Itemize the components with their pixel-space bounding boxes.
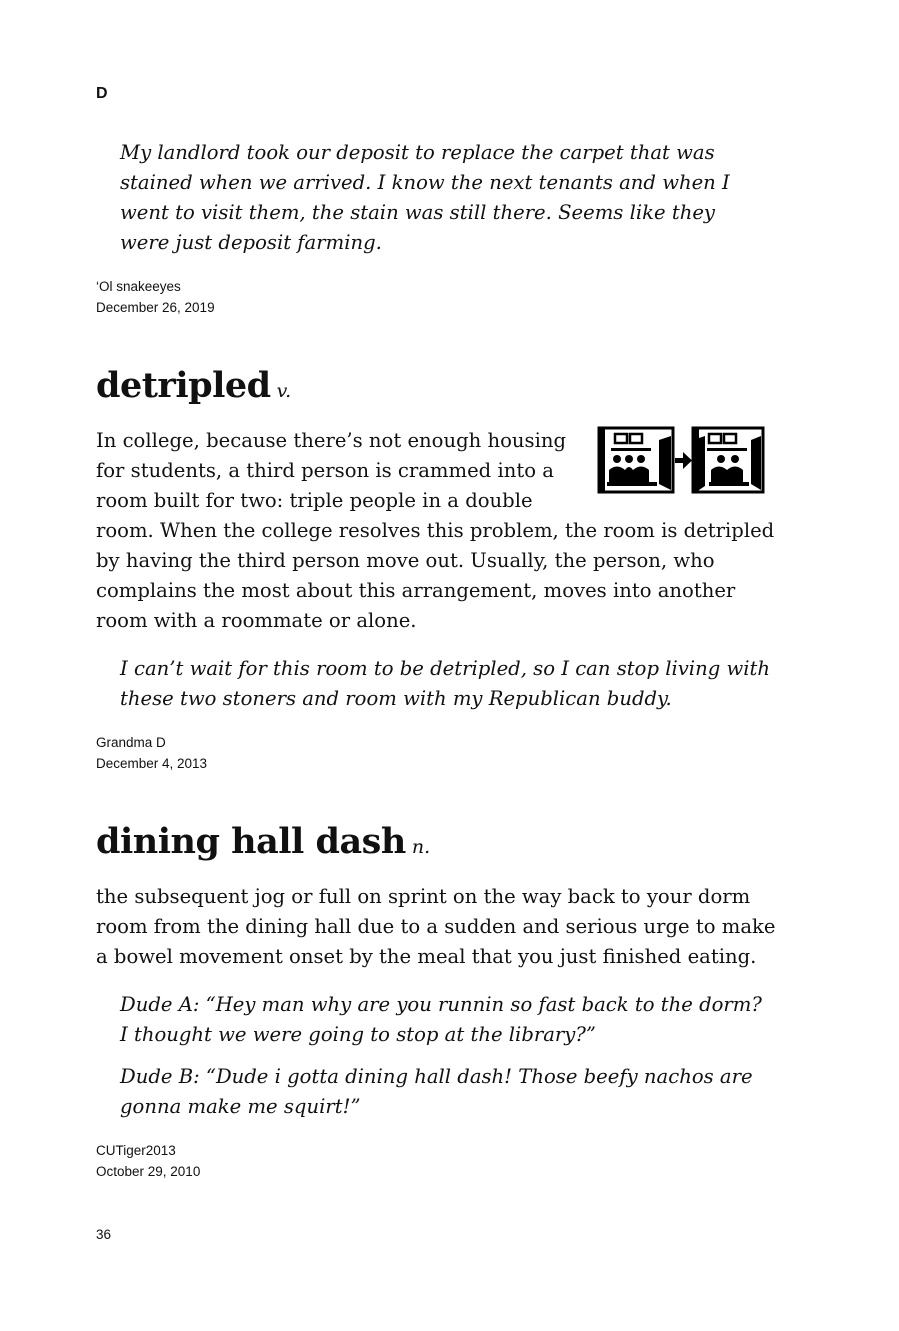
attribution (96, 732, 207, 774)
entry-heading (96, 821, 430, 862)
entry-term: detripled (96, 365, 271, 406)
entry-date: October 29, 2010 (96, 1164, 201, 1179)
definition-line: room built for two: triple people in a double (96, 489, 533, 512)
part-of-speech: n. (411, 836, 431, 858)
example-quote: My landlord took our deposit to replace the carpet that was stained when we arrived. I know the next tenants and when I went to visit them, the stain was still there. Seems like they were just deposit farming. (120, 141, 730, 254)
entry-term: dining hall dash (96, 821, 406, 862)
entry-definition (96, 882, 776, 972)
page-number: 36 (96, 1227, 112, 1242)
definition-line: room from the dining hall due to a sudden and serious urge to make (96, 915, 776, 938)
author-name: ‘Ol snakeeyes (96, 279, 181, 294)
entry-heading (96, 365, 291, 406)
dorm-rooms-move-icon (597, 426, 767, 494)
definition-line: by having the third person move out. Usually, the person, who (96, 549, 715, 572)
part-of-speech: v. (276, 380, 292, 402)
entry-date: December 4, 2013 (96, 756, 208, 771)
author-name: Grandma D (96, 735, 166, 750)
definition-line: In college, because there’s not enough housing (96, 429, 566, 452)
example-quote: I can’t wait for this room to be detripled, so I can stop living with these two stoners and room with my Republican buddy. (120, 657, 770, 710)
entry-date: December 26, 2019 (96, 300, 215, 315)
definition-line: room with a roommate or alone. (96, 609, 417, 632)
attribution (96, 1140, 200, 1182)
definition-line: the subsequent jog or full on sprint on the way back to your dorm (96, 885, 751, 908)
attribution (96, 276, 215, 318)
definition-line: a bowel movement onset by the meal that you just finished eating. (96, 945, 757, 968)
author-name: CUTiger2013 (96, 1143, 176, 1158)
section-letter: D (96, 85, 108, 102)
definition-line: complains the most about this arrangement, moves into another (96, 579, 736, 602)
definition-line: for students, a third person is crammed into a (96, 459, 554, 482)
example-quote: Dude A: “Hey man why are you runnin so fast back to the dorm? I thought we were going to stop at the library?” (120, 993, 762, 1046)
example-quote: Dude B: “Dude i gotta dining hall dash! Those beefy nachos are gonna make me squirt!” (120, 1065, 753, 1118)
definition-line: room. When the college resolves this problem, the room is detripled (96, 519, 775, 542)
